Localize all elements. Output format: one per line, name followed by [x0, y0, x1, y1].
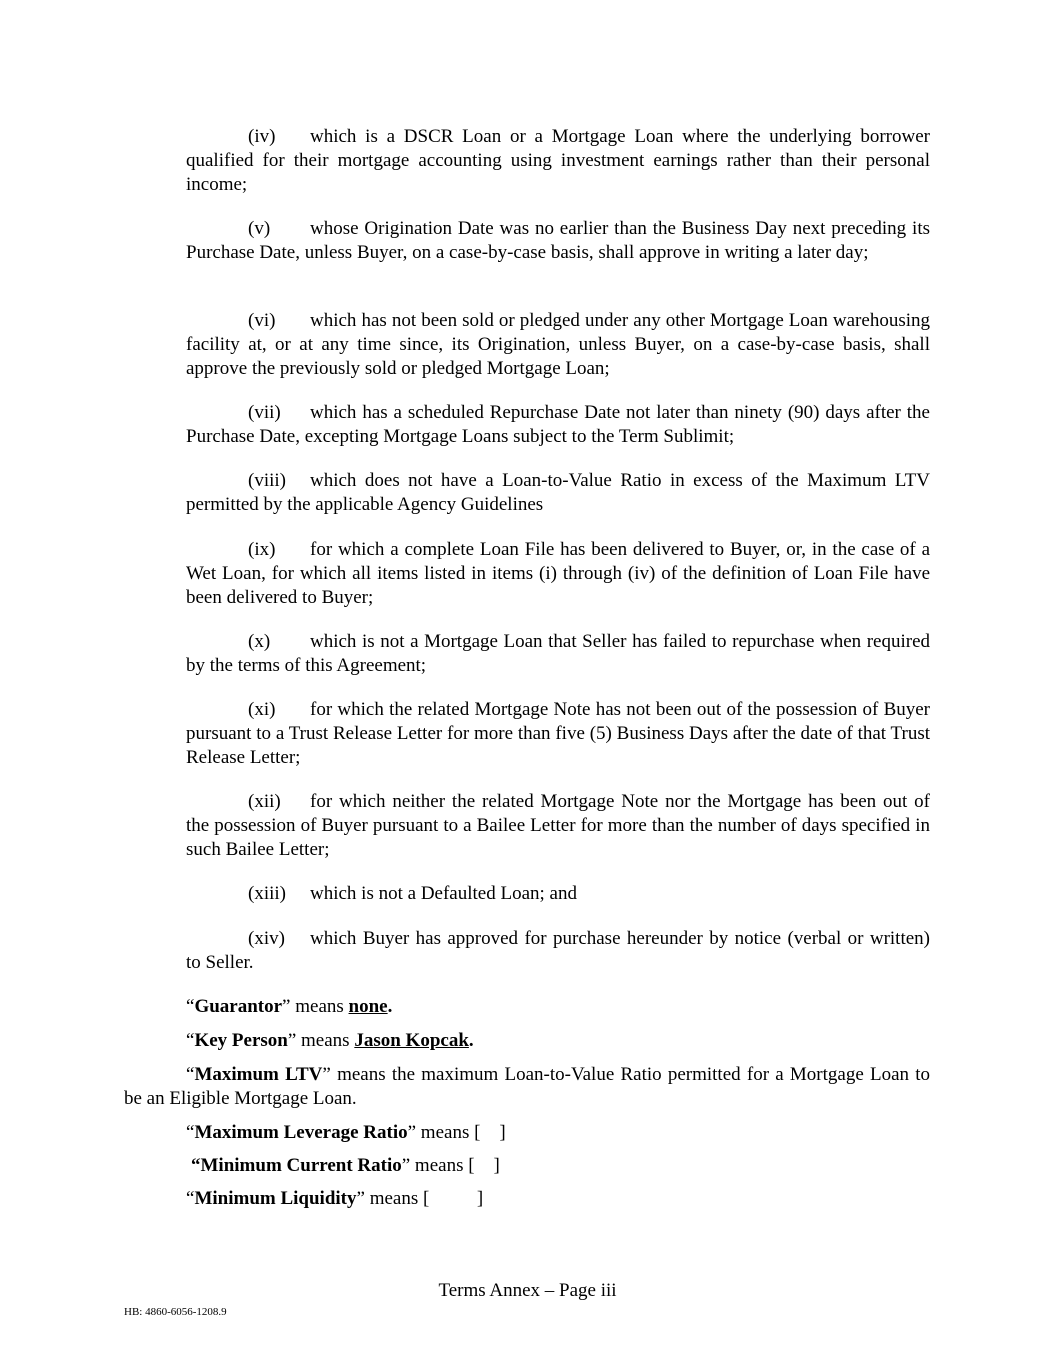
- item-text: which Buyer has approved for purchase hereunder by notice (verbal or written) to Seller.: [186, 928, 930, 973]
- definition-minimum-liquidity: [186, 1187, 930, 1211]
- item-text: which has not been sold or pledged under any other Mortgage Loan warehousing facility at, or at any time since, its Origination, unless Buyer, on a case-by-case basis, shall approve the previously sold or pledged Mortgage Loan;: [186, 310, 930, 379]
- item-number: (vii): [248, 402, 281, 423]
- definition-key-person: [186, 1029, 930, 1053]
- open-quote: “: [186, 1030, 195, 1051]
- item-number: (v): [248, 218, 271, 239]
- defined-term: Guarantor: [194, 996, 283, 1017]
- definition-text: ” means [ ]: [356, 1188, 484, 1209]
- item-number: (viii): [248, 470, 286, 491]
- item-xiv: [186, 927, 930, 975]
- item-text: which is a DSCR Loan or a Mortgage Loan where the underlying borrower qualified for their mortgage accounting using investment earnings rather than their personal income;: [186, 126, 930, 195]
- defined-term: Minimum Current Ratio: [200, 1155, 402, 1176]
- period: .: [468, 1030, 474, 1051]
- item-v: [186, 217, 930, 265]
- definition-minimum-current-ratio: [191, 1154, 935, 1178]
- definition-text: ” means [ ]: [401, 1155, 500, 1176]
- definition-text: ” means: [282, 996, 349, 1017]
- item-number: (xi): [248, 699, 276, 720]
- item-x: [186, 630, 930, 678]
- item-number: (xiii): [248, 883, 286, 904]
- item-number: (ix): [248, 539, 276, 560]
- item-xi: [186, 698, 930, 770]
- item-number: (xii): [248, 791, 281, 812]
- item-text: which does not have a Loan-to-Value Ratio in excess of the Maximum LTV permitted by the applicable Agency Guidelines: [186, 470, 930, 515]
- item-text: which is not a Mortgage Loan that Seller has failed to repurchase when required by the terms of this Agreement;: [186, 631, 930, 676]
- definition-value: none: [348, 996, 388, 1017]
- item-number: (x): [248, 631, 271, 652]
- open-quote: “: [186, 1188, 195, 1209]
- item-text: for which the related Mortgage Note has not been out of the possession of Buyer pursuant to a Trust Release Letter for more than five (5) Business Days after the date of that Trust Release Letter;: [186, 699, 930, 768]
- item-iv: [186, 125, 930, 197]
- item-text: whose Origination Date was no earlier than the Business Day next preceding its Purchase Date, unless Buyer, on a case-by-case basis, shall approve in writing a later day;: [186, 218, 930, 263]
- definition-value: Jason Kopcak: [354, 1030, 469, 1051]
- item-xii: [186, 790, 930, 862]
- definition-text: ” means [ ]: [407, 1122, 506, 1143]
- item-xiii: [186, 882, 930, 906]
- item-number: (xiv): [248, 928, 285, 949]
- item-ix: [186, 538, 930, 610]
- definition-text: ” means: [287, 1030, 355, 1051]
- open-quote: “: [186, 1064, 195, 1085]
- item-vi: [186, 309, 930, 381]
- item-text: which is not a Defaulted Loan; and: [310, 883, 577, 904]
- page-footer: Terms Annex – Page iii: [438, 1280, 617, 1301]
- item-text: which has a scheduled Repurchase Date not later than ninety (90) days after the Purchase Date, excepting Mortgage Loans subject to the Term Sublimit;: [186, 402, 930, 447]
- open-quote: “: [186, 996, 195, 1017]
- item-vii: [186, 401, 930, 449]
- definition-text: ” means the maximum Loan-to-Value Ratio permitted for a Mortgage Loan to be an Eligible Mortgage Loan.: [124, 1064, 930, 1109]
- defined-term: Maximum LTV: [194, 1064, 323, 1085]
- document-id: HB: 4860-6056-1208.9: [124, 1306, 227, 1318]
- defined-term: Key Person: [194, 1030, 288, 1051]
- item-viii: [186, 469, 930, 517]
- definition-maximum-leverage-ratio: [186, 1121, 930, 1145]
- item-number: (iv): [248, 126, 276, 147]
- item-text: for which neither the related Mortgage Note nor the Mortgage has been out of the possession of Buyer pursuant to a Bailee Letter for more than the number of days specified in such Bailee Letter;: [186, 791, 930, 860]
- item-number: (vi): [248, 310, 276, 331]
- open-quote: “: [191, 1155, 201, 1176]
- item-text: for which a complete Loan File has been delivered to Buyer, or, in the case of a Wet Loan, for which all items listed in items (i) through (iv) of the definition of Loan File have been delivered to Buyer;: [186, 539, 930, 608]
- open-quote: “: [186, 1122, 195, 1143]
- defined-term: Minimum Liquidity: [194, 1188, 357, 1209]
- definition-guarantor: [186, 995, 930, 1019]
- defined-term: Maximum Leverage Ratio: [194, 1122, 408, 1143]
- period: .: [387, 996, 393, 1017]
- definition-maximum-ltv: [124, 1063, 930, 1111]
